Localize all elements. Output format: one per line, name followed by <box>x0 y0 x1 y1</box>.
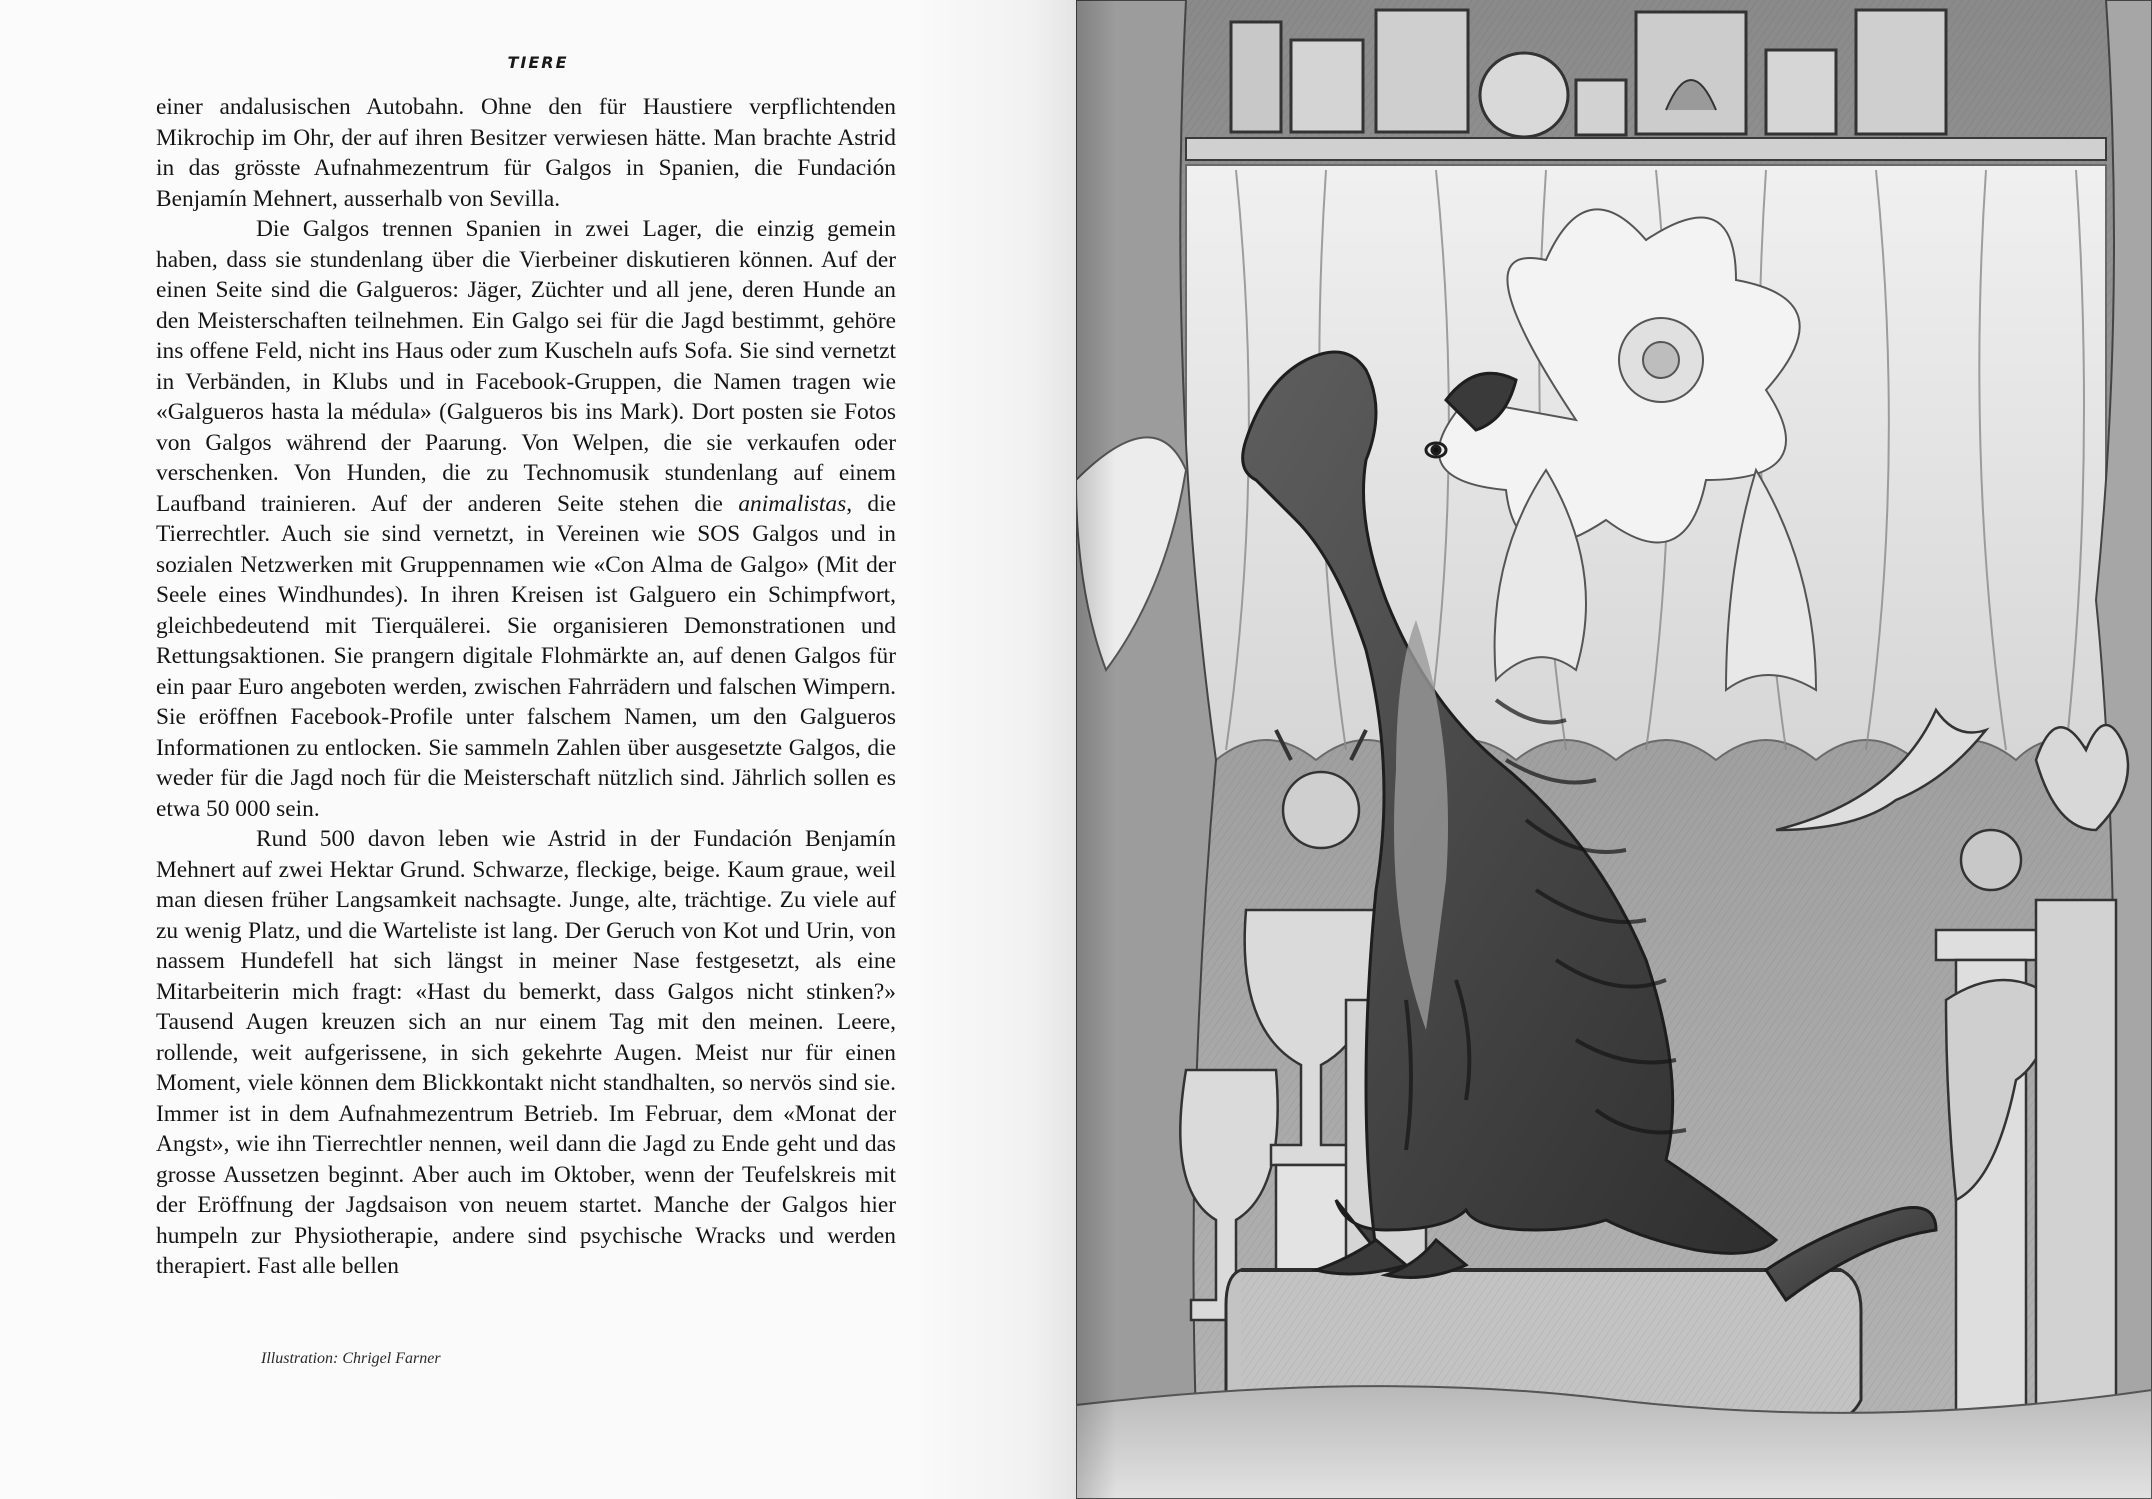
right-page <box>1076 0 2152 1499</box>
paragraph-2-italic-term: animalistas <box>738 490 847 517</box>
paragraph-1: einer andalusischen Autobahn. Ohne den für Haustiere verpflichtenden Mikrochip im Ohr, der auf ihren Besitzer verwiesen hätte. Man brachte Astrid in das grösste Aufnahmezentrum für Galgos in Spanien, die Fundación Benjamín Mehnert, ausserhalb von Sevilla. <box>156 94 896 212</box>
article-body <box>156 92 896 1282</box>
greyhound-illustration <box>1076 0 2152 1499</box>
illustration-credit: Illustration: Chrigel Farner <box>261 1350 441 1367</box>
running-head: TIERE <box>507 53 569 72</box>
paragraph-2-text-b: , die Tierrechtler. Auch sie sind vernetzt, in Vereinen wie SOS Galgos und in sozialen Netzwerken mit Gruppennamen wie «Con Alma de Galgo» (Mit der Seele eines Windhundes). In ihren Kreisen ist Galguero ein Schimpfwort, gleichbedeutend mit Tierquälerei. Sie organisieren Demonstrationen und Rettungsaktionen. Sie prangern digitale Flohmärkte an, auf denen Galgos für ein paar Euro angeboten werden, zwischen Fahrrädern und falschen Wimpern. Sie eröffnen Facebook-Profile unter falschem Namen, um den Galgueros Informationen zu entlocken. Sie sammeln Zahlen über ausgesetzte Galgos, die weder für die Jagd noch für die Meisterschaft nützlich sind. Jährlich sollen es etwa 50 000 sein. <box>156 490 897 822</box>
gutter-shadow <box>1076 0 1116 1499</box>
paragraph-3: Rund 500 davon leben wie Astrid in der Fundación Benjamín Mehnert auf zwei Hektar Grund. Schwarze, fleckige, beige. Kaum graue, weil man diesen früher Langsamkeit nachsagte. Junge, alte, trächtige. Zu viele auf zu wenig Platz, und die Warteliste ist lang. Der Geruch von Kot und Urin, von nassem Hundefell hat sich längst in meiner Nase festgesetzt, als eine Mitarbeiterin mich fragt: «Hast du bemerkt, dass Galgos nicht stinken?» Tausend Augen kreuzen sich an nur einem Tag mit den meinen. Leere, rollende, weit aufgerissene, in sich gekehrte Augen. Meist nur für einen Moment, viele können dem Blickkontakt nicht standhalten, so nervös sind sie. Immer ist in dem Aufnahmezentrum Betrieb. Im Februar, dem «Monat der Angst», wie ihn Tierrechtler nennen, weil dann die Jagd zu Ende geht und das grosse Aussetzen beginnt. Aber auch im Oktober, wenn der Teufelskreis mit der Eröffnung der Jagdsaison von neuem startet. Manche der Galgos hier humpeln zur Physiotherapie, andere sind psychische Wracks und werden therapiert. Fast alle bellen <box>156 826 896 1279</box>
paragraph-2-text-a: Die Galgos trennen Spanien in zwei Lager, die einzig gemein haben, dass sie stundenlang über die Vierbeiner diskutieren können. Auf der einen Seite sind die Galgueros: Jäger, Züchter und all jene, deren Hunde an den Meisterschaften teilnehmen. Ein Galgo sei für die Jagd bestimmt, gehöre ins offene Feld, nicht ins Haus oder zum Kuscheln aufs Sofa. Sie sind vernetzt in Verbänden, in Klubs und in Facebook-Gruppen, die Namen tragen wie «Galgueros hasta la médula» (Galgueros bis ins Mark). Dort posten sie Fotos von Galgos während der Paarung. Von Welpen, die sie verkaufen oder verschenken. Von Hunden, die zu Technomusik stundenlang auf einem Laufband trainieren. Auf der anderen Seite stehen die <box>156 216 896 517</box>
paragraph-2 <box>156 214 896 824</box>
